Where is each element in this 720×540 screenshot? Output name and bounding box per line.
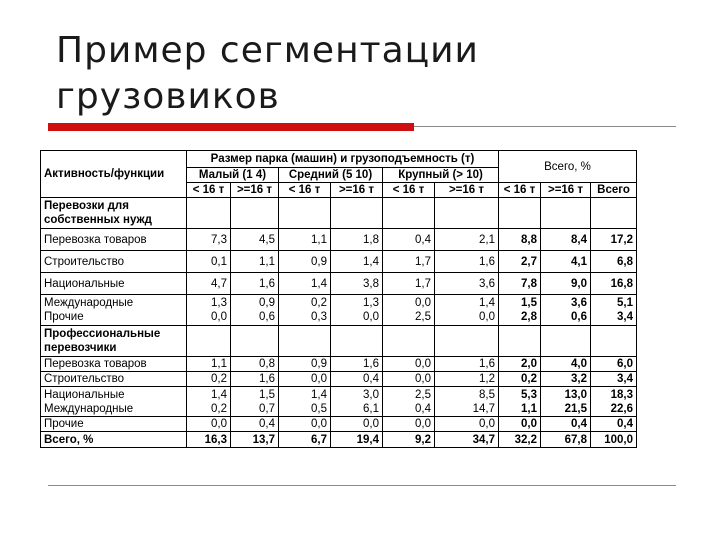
table-row (41, 273, 637, 295)
table-cell: 1,5 (259, 388, 275, 401)
table-cell: 0,2 (211, 402, 227, 415)
table-cell: 1,7 (383, 273, 435, 295)
total-cell: 6,8 (591, 251, 637, 273)
table-cell: 0,4 (231, 417, 279, 432)
table-cell: 0,0 (279, 372, 331, 387)
total-cell: 1,1 (521, 402, 538, 415)
total-cell: 0,2 (499, 372, 541, 387)
header-medium: Средний (5 10) (279, 168, 383, 183)
table-cell: 14,7 (472, 402, 496, 415)
table-cell: 0,9 (279, 357, 331, 372)
total-cell: 16,8 (591, 273, 637, 295)
table-cell: 0,3 (311, 311, 327, 323)
table-cell: 3,0 (363, 388, 379, 401)
section-professional (41, 326, 637, 357)
total-cell: 0,4 (591, 417, 637, 432)
header-total: Всего, % (499, 151, 637, 183)
table-cell: 0,0 (279, 417, 331, 432)
total-cell: 32,2 (499, 432, 541, 448)
table-cell: 1,1 (187, 357, 231, 372)
table-cell: 1,4 (279, 273, 331, 295)
table-row (41, 229, 637, 251)
table-cell: 4,5 (231, 229, 279, 251)
total-cell: 100,0 (591, 432, 637, 448)
table-cell: 0,0 (435, 417, 499, 432)
total-cell: 3,6 (571, 297, 588, 309)
table-cell: 0,1 (187, 251, 231, 273)
total-cell: 13,7 (231, 432, 279, 448)
table-cell: 1,6 (435, 251, 499, 273)
table-cell: 0,7 (259, 402, 275, 415)
table-row (41, 417, 637, 432)
table-cell: 1,3 (211, 297, 227, 309)
table-cell: 3,6 (435, 273, 499, 295)
table-cell: 1,1 (279, 229, 331, 251)
table-cell: 4,7 (187, 273, 231, 295)
slide-title-line-2: грузовиков (56, 76, 280, 117)
table-cell: 1,6 (435, 357, 499, 372)
total-cell: 5,3 (521, 388, 538, 401)
total-cell: 3,2 (541, 372, 591, 387)
row-label: Прочие (44, 311, 84, 323)
total-cell: 0,4 (541, 417, 591, 432)
row-label: Прочие (41, 417, 187, 432)
table-cell: 0,0 (383, 372, 435, 387)
table-cell: 1,4 (311, 388, 327, 401)
table-cell: 1,6 (231, 372, 279, 387)
table-cell: 3,8 (331, 273, 383, 295)
table-cell: 1,2 (435, 372, 499, 387)
table-cell: 0,9 (279, 251, 331, 273)
total-cell: 2,0 (499, 357, 541, 372)
row-label: Перевозка товаров (41, 357, 187, 372)
table-cell: 0,5 (311, 402, 327, 415)
total-cell: 0,0 (499, 417, 541, 432)
total-cell: 8,8 (499, 229, 541, 251)
title-accent-bar (48, 123, 414, 131)
table-cell: 2,5 (415, 388, 431, 401)
section-label: Перевозки для собственных нужд (41, 198, 187, 229)
total-cell: 17,2 (591, 229, 637, 251)
slide-title (56, 28, 676, 120)
subheader-cell: < 16 т (383, 183, 435, 198)
header-fleet-size: Размер парка (машин) и грузоподъемность (т) (187, 151, 499, 168)
row-label: Перевозка товаров (41, 229, 187, 251)
total-cell: 18,3 (610, 388, 634, 401)
total-cell: 6,0 (591, 357, 637, 372)
table-cell: 0,4 (415, 402, 431, 415)
table-cell: 0,0 (479, 311, 496, 323)
section-own-account (41, 198, 637, 229)
table-cell: 0,0 (331, 417, 383, 432)
table-row (41, 251, 637, 273)
section-label: Профессиональные перевозчики (41, 326, 187, 357)
total-cell: 4,1 (541, 251, 591, 273)
table-cell: 1,4 (479, 297, 496, 309)
total-cell: 22,6 (610, 402, 634, 415)
table-row (41, 372, 637, 387)
table-cell: 2,5 (415, 311, 431, 323)
row-label: Национальные (41, 273, 187, 295)
table-cell: 1,1 (231, 251, 279, 273)
total-cell: 7,8 (499, 273, 541, 295)
row-label: Всего, % (41, 432, 187, 448)
table-row (41, 357, 637, 372)
row-label: Строительство (41, 372, 187, 387)
table-cell: 7,3 (187, 229, 231, 251)
total-cell: 8,4 (541, 229, 591, 251)
table-cell: 1,3 (363, 297, 379, 309)
total-cell: 6,7 (279, 432, 331, 448)
header-activity: Активность/функции (41, 151, 187, 198)
table-cell: 0,4 (383, 229, 435, 251)
total-cell: 19,4 (331, 432, 383, 448)
table-row-total (41, 432, 637, 448)
table-cell: 1,7 (383, 251, 435, 273)
total-cell: 34,7 (435, 432, 499, 448)
table-cell: 0,0 (383, 357, 435, 372)
subheader-cell: >=16 т (231, 183, 279, 198)
total-cell: 21,5 (564, 402, 588, 415)
row-label: Национальные (44, 388, 125, 401)
total-cell: 2,8 (521, 311, 538, 323)
table-cell: 0,8 (231, 357, 279, 372)
total-cell: 0,6 (571, 311, 588, 323)
total-cell: 9,2 (383, 432, 435, 448)
total-cell: 13,0 (564, 388, 588, 401)
table-cell: 6,1 (363, 402, 379, 415)
total-cell: 16,3 (187, 432, 231, 448)
subheader-cell: >=16 т (331, 183, 383, 198)
table-cell: 1,4 (211, 388, 227, 401)
subheader-cell: < 16 т (187, 183, 231, 198)
table-cell: 1,8 (331, 229, 383, 251)
total-cell: 5,1 (617, 297, 634, 309)
total-cell: 2,7 (499, 251, 541, 273)
segmentation-table (40, 150, 637, 448)
table-cell: 0,0 (383, 417, 435, 432)
subheader-cell: < 16 т (279, 183, 331, 198)
slide-title-line-1: Пример сегментации (56, 30, 479, 71)
table-row-pair (41, 295, 637, 326)
total-cell: 9,0 (541, 273, 591, 295)
header-small: Малый (1 4) (187, 168, 279, 183)
table-cell: 2,1 (435, 229, 499, 251)
total-cell: 1,5 (521, 297, 538, 309)
table-cell: 1,6 (231, 273, 279, 295)
subheader-cell: >=16 т (435, 183, 499, 198)
row-label: Международные (44, 297, 134, 309)
table-cell: 0,0 (363, 311, 379, 323)
total-cell: 67,8 (541, 432, 591, 448)
table-cell: 0,0 (187, 417, 231, 432)
table-cell: 0,2 (311, 297, 327, 309)
title-divider-line (414, 126, 676, 127)
total-cell: 3,4 (591, 372, 637, 387)
subheader-cell: Всего (591, 183, 637, 198)
table-cell: 0,0 (211, 311, 227, 323)
total-cell: 4,0 (541, 357, 591, 372)
subheader-cell: < 16 т (499, 183, 541, 198)
table-cell: 1,4 (331, 251, 383, 273)
row-label: Международные (44, 402, 134, 415)
table-cell: 1,6 (331, 357, 383, 372)
table-row-pair (41, 387, 637, 417)
footer-divider-line (48, 485, 676, 486)
header-row-1 (41, 151, 637, 168)
header-large: Крупный (> 10) (383, 168, 499, 183)
row-label: Строительство (41, 251, 187, 273)
table-cell: 0,2 (187, 372, 231, 387)
table-cell: 0,0 (415, 297, 431, 309)
table-cell: 0,4 (331, 372, 383, 387)
subheader-cell: >=16 т (541, 183, 591, 198)
table-cell: 0,6 (259, 311, 275, 323)
table-cell: 0,9 (259, 297, 275, 309)
table-cell: 8,5 (479, 388, 496, 401)
total-cell: 3,4 (617, 311, 634, 323)
